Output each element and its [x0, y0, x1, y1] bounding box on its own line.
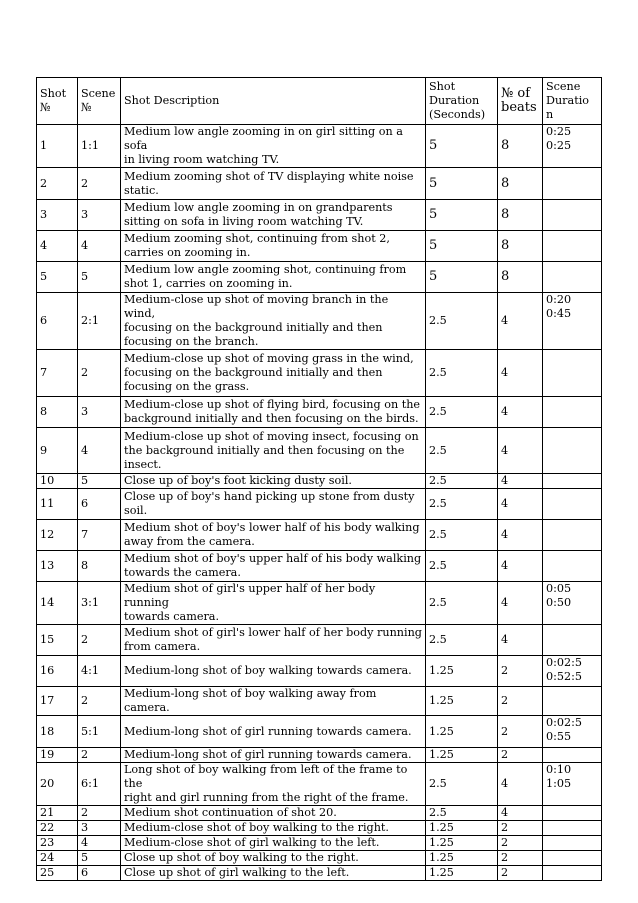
cell-shot-number: 19: [37, 748, 78, 763]
cell-shot-duration: 5: [426, 231, 498, 262]
table-row: [37, 168, 602, 200]
header-shot-description: Shot Description: [121, 78, 426, 125]
cell-beats: 4: [498, 474, 543, 489]
cell-scene-duration: [543, 687, 602, 716]
table-row: [37, 293, 602, 350]
cell-shot-duration: 1.25: [426, 687, 498, 716]
cell-scene-duration: [543, 866, 602, 881]
cell-scene-duration: 0:20 0:45: [543, 293, 602, 350]
cell-scene-number: 2: [78, 625, 121, 656]
cell-shot-duration: 2.5: [426, 474, 498, 489]
cell-shot-description: Medium zooming shot, continuing from shot 2, carries on zooming in.: [121, 231, 426, 262]
header-shot-duration: Shot Duration (Seconds): [426, 78, 498, 125]
cell-beats: 4: [498, 428, 543, 474]
cell-scene-number: 3: [78, 821, 121, 836]
table-body: [37, 125, 602, 881]
cell-shot-description: Medium shot of girl's lower half of her body running from camera.: [121, 625, 426, 656]
cell-shot-number: 5: [37, 262, 78, 293]
cell-shot-duration: 5: [426, 262, 498, 293]
cell-shot-description: Medium-close up shot of moving branch in the wind, focusing on the background initially and then focusing on the branch.: [121, 293, 426, 350]
cell-scene-number: 5: [78, 851, 121, 866]
table-row: [37, 350, 602, 397]
table-row: [37, 851, 602, 866]
cell-shot-description: Medium-close up shot of moving insect, focusing on the background initially and then focusing on the insect.: [121, 428, 426, 474]
cell-scene-number: 3: [78, 397, 121, 428]
cell-scene-duration: [543, 200, 602, 231]
cell-shot-description: Medium-close shot of boy walking to the right.: [121, 821, 426, 836]
cell-scene-duration: [543, 397, 602, 428]
cell-beats: 4: [498, 582, 543, 625]
cell-shot-duration: 1.25: [426, 821, 498, 836]
table-row: [37, 231, 602, 262]
cell-shot-duration: 2.5: [426, 520, 498, 551]
cell-shot-description: Medium shot of boy's upper half of his body walking towards the camera.: [121, 551, 426, 582]
cell-beats: 8: [498, 231, 543, 262]
cell-shot-number: 13: [37, 551, 78, 582]
cell-shot-number: 22: [37, 821, 78, 836]
cell-shot-description: Medium-close up shot of moving grass in the wind, focusing on the background initially and then focusing on the grass.: [121, 350, 426, 397]
cell-shot-duration: 2.5: [426, 397, 498, 428]
cell-shot-number: 9: [37, 428, 78, 474]
cell-beats: 2: [498, 656, 543, 687]
cell-scene-duration: [543, 474, 602, 489]
cell-scene-number: 3: [78, 200, 121, 231]
cell-shot-description: Medium-long shot of girl running towards camera.: [121, 748, 426, 763]
cell-scene-duration: [543, 350, 602, 397]
cell-beats: 2: [498, 687, 543, 716]
cell-beats: 8: [498, 262, 543, 293]
cell-scene-duration: [543, 821, 602, 836]
cell-shot-number: 25: [37, 866, 78, 881]
cell-shot-description: Close up of boy's hand picking up stone from dusty soil.: [121, 489, 426, 520]
cell-shot-description: Medium low angle zooming in on girl sitting on a sofa in living room watching TV.: [121, 125, 426, 168]
cell-shot-number: 17: [37, 687, 78, 716]
cell-beats: 2: [498, 866, 543, 881]
cell-shot-description: Medium-long shot of boy walking towards camera.: [121, 656, 426, 687]
table-row: [37, 716, 602, 748]
cell-shot-number: 12: [37, 520, 78, 551]
cell-shot-description: Close up of boy's foot kicking dusty soil.: [121, 474, 426, 489]
cell-shot-duration: 2.5: [426, 428, 498, 474]
table-row: [37, 836, 602, 851]
cell-scene-number: 6: [78, 489, 121, 520]
table-row: [37, 200, 602, 231]
cell-beats: 4: [498, 763, 543, 806]
cell-scene-number: 4: [78, 428, 121, 474]
cell-beats: 4: [498, 350, 543, 397]
cell-scene-duration: [543, 551, 602, 582]
cell-shot-duration: 2.5: [426, 582, 498, 625]
cell-shot-duration: 2.5: [426, 625, 498, 656]
cell-shot-duration: 2.5: [426, 551, 498, 582]
cell-scene-number: 2:1: [78, 293, 121, 350]
table-row: [37, 125, 602, 168]
header-shot-number: Shot №: [37, 78, 78, 125]
table-row: [37, 397, 602, 428]
cell-scene-number: 6: [78, 866, 121, 881]
table-row: [37, 489, 602, 520]
table-row: [37, 262, 602, 293]
cell-shot-duration: 2.5: [426, 763, 498, 806]
cell-scene-duration: [543, 836, 602, 851]
cell-shot-description: Close up shot of boy walking to the right.: [121, 851, 426, 866]
cell-scene-number: 2: [78, 748, 121, 763]
cell-scene-duration: 0:02:5 0:55: [543, 716, 602, 748]
header-scene-duration: Scene Duratio n: [543, 78, 602, 125]
cell-beats: 2: [498, 836, 543, 851]
cell-shot-duration: 5: [426, 125, 498, 168]
header-number-of-beats: № of beats: [498, 78, 543, 125]
cell-scene-number: 5:1: [78, 716, 121, 748]
cell-shot-number: 4: [37, 231, 78, 262]
cell-beats: 4: [498, 551, 543, 582]
cell-scene-number: 7: [78, 520, 121, 551]
cell-shot-number: 1: [37, 125, 78, 168]
cell-shot-description: Medium low angle zooming in on grandparents sitting on sofa in living room watching TV.: [121, 200, 426, 231]
shot-list-table: [36, 77, 602, 881]
table-row: [37, 821, 602, 836]
cell-scene-duration: [543, 428, 602, 474]
cell-scene-duration: [543, 806, 602, 821]
header-scene-number: Scene №: [78, 78, 121, 125]
cell-shot-description: Medium shot continuation of shot 20.: [121, 806, 426, 821]
cell-shot-duration: 2.5: [426, 293, 498, 350]
table-row: [37, 806, 602, 821]
cell-shot-duration: 1.25: [426, 716, 498, 748]
cell-scene-duration: 0:25 0:25: [543, 125, 602, 168]
cell-scene-duration: [543, 262, 602, 293]
cell-scene-duration: 0:10 1:05: [543, 763, 602, 806]
cell-shot-number: 11: [37, 489, 78, 520]
cell-scene-duration: 0:05 0:50: [543, 582, 602, 625]
cell-scene-number: 2: [78, 168, 121, 200]
table-row: [37, 520, 602, 551]
table-row: [37, 474, 602, 489]
cell-beats: 2: [498, 748, 543, 763]
cell-shot-description: Medium-close up shot of flying bird, focusing on the background initially and then focusing on the birds.: [121, 397, 426, 428]
cell-shot-duration: 1.25: [426, 851, 498, 866]
table-row: [37, 428, 602, 474]
cell-beats: 8: [498, 200, 543, 231]
cell-shot-duration: 5: [426, 200, 498, 231]
cell-shot-duration: 5: [426, 168, 498, 200]
cell-shot-number: 21: [37, 806, 78, 821]
table-row: [37, 866, 602, 881]
cell-beats: 8: [498, 168, 543, 200]
cell-beats: 4: [498, 520, 543, 551]
cell-shot-duration: 2.5: [426, 350, 498, 397]
cell-shot-description: Medium low angle zooming shot, continuing from shot 1, carries on zooming in.: [121, 262, 426, 293]
cell-beats: 4: [498, 293, 543, 350]
cell-shot-number: 20: [37, 763, 78, 806]
cell-beats: 4: [498, 806, 543, 821]
cell-scene-duration: [543, 520, 602, 551]
cell-shot-description: Medium-long shot of boy walking away from camera.: [121, 687, 426, 716]
cell-shot-description: Medium-close shot of girl walking to the left.: [121, 836, 426, 851]
cell-shot-number: 6: [37, 293, 78, 350]
cell-shot-duration: 1.25: [426, 656, 498, 687]
cell-shot-number: 10: [37, 474, 78, 489]
table-row: [37, 687, 602, 716]
table-row: [37, 551, 602, 582]
cell-beats: 2: [498, 716, 543, 748]
cell-scene-number: 3:1: [78, 582, 121, 625]
cell-scene-duration: 0:02:5 0:52:5: [543, 656, 602, 687]
cell-beats: 8: [498, 125, 543, 168]
cell-shot-number: 15: [37, 625, 78, 656]
cell-scene-duration: [543, 851, 602, 866]
table-row: [37, 763, 602, 806]
table-row: [37, 582, 602, 625]
cell-scene-number: 4: [78, 836, 121, 851]
cell-shot-description: Close up shot of girl walking to the left.: [121, 866, 426, 881]
cell-scene-duration: [543, 231, 602, 262]
cell-shot-number: 3: [37, 200, 78, 231]
cell-shot-number: 8: [37, 397, 78, 428]
cell-scene-number: 6:1: [78, 763, 121, 806]
cell-shot-duration: 2.5: [426, 489, 498, 520]
cell-shot-number: 18: [37, 716, 78, 748]
cell-scene-number: 2: [78, 687, 121, 716]
cell-shot-number: 14: [37, 582, 78, 625]
table-row: [37, 748, 602, 763]
cell-shot-duration: 1.25: [426, 836, 498, 851]
cell-shot-description: Medium-long shot of girl running towards camera.: [121, 716, 426, 748]
cell-shot-number: 2: [37, 168, 78, 200]
cell-shot-description: Medium zooming shot of TV displaying white noise static.: [121, 168, 426, 200]
cell-scene-number: 5: [78, 474, 121, 489]
cell-beats: 4: [498, 397, 543, 428]
cell-shot-duration: 1.25: [426, 748, 498, 763]
cell-beats: 2: [498, 851, 543, 866]
cell-shot-description: Long shot of boy walking from left of the frame to the right and girl running from the right of the frame.: [121, 763, 426, 806]
cell-shot-number: 24: [37, 851, 78, 866]
cell-scene-number: 4:1: [78, 656, 121, 687]
header-row: [37, 78, 602, 125]
cell-scene-number: 4: [78, 231, 121, 262]
cell-shot-number: 7: [37, 350, 78, 397]
cell-scene-number: 2: [78, 806, 121, 821]
cell-shot-number: 23: [37, 836, 78, 851]
cell-shot-number: 16: [37, 656, 78, 687]
cell-beats: 4: [498, 489, 543, 520]
cell-beats: 2: [498, 821, 543, 836]
cell-scene-number: 2: [78, 350, 121, 397]
cell-scene-number: 5: [78, 262, 121, 293]
cell-shot-description: Medium shot of boy's lower half of his body walking away from the camera.: [121, 520, 426, 551]
cell-shot-duration: 2.5: [426, 806, 498, 821]
cell-scene-duration: [543, 625, 602, 656]
cell-beats: 4: [498, 625, 543, 656]
table-row: [37, 625, 602, 656]
cell-scene-duration: [543, 168, 602, 200]
cell-scene-number: 1:1: [78, 125, 121, 168]
cell-scene-duration: [543, 489, 602, 520]
cell-scene-number: 8: [78, 551, 121, 582]
cell-shot-duration: 1.25: [426, 866, 498, 881]
cell-scene-duration: [543, 748, 602, 763]
cell-shot-description: Medium shot of girl's upper half of her body running towards camera.: [121, 582, 426, 625]
table-row: [37, 656, 602, 687]
